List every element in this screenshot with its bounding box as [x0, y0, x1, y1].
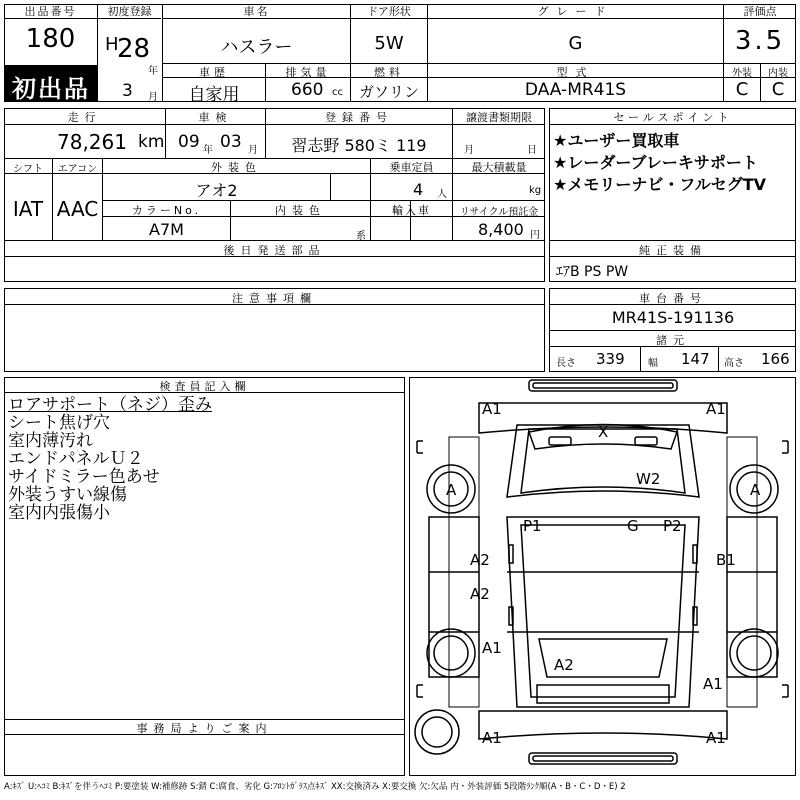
mileage-unit: km — [138, 132, 165, 152]
registration-year: 28 — [117, 34, 151, 64]
selling-point-2: ★レーダーブレーキサポート — [553, 153, 758, 172]
fuel-value: ガソリン — [358, 83, 419, 101]
car-name-label: 車名 — [163, 5, 350, 19]
mark-hood: W2 — [636, 470, 661, 488]
interior-color-unit: 系 — [356, 231, 366, 242]
mark-front-left: A1 — [482, 400, 502, 418]
model-value: DAA-MR41S — [524, 80, 627, 100]
import-label: 輸入車 — [392, 204, 431, 217]
shift-value: IAT — [12, 197, 44, 221]
height-value: 166 — [761, 350, 790, 368]
history-label: 車歴 — [199, 66, 229, 79]
inspector-note-4: エンドパネルＵ２ — [8, 449, 144, 469]
mark-front-left-wheel: A — [446, 481, 457, 499]
inspection-month-unit: 月 — [248, 145, 258, 156]
registration-era: H — [105, 34, 119, 55]
model-label: 型式 — [556, 66, 595, 79]
max-load-label: 最大積載量 — [471, 161, 527, 174]
interior-score: C — [771, 79, 785, 100]
mark-rear-right: A1 — [703, 675, 723, 693]
registration-month: 3 — [122, 81, 133, 101]
mark-rear-bumper-left: A1 — [482, 729, 502, 747]
mileage-label: 走行 — [67, 111, 102, 124]
inspector-note-5: サイドミラー色あせ — [8, 467, 160, 487]
notes-label: 注意事項欄 — [232, 292, 317, 305]
selling-points-label: セールスポイント — [613, 111, 733, 124]
aircon-label: エアコン — [57, 164, 98, 175]
height-label: 高さ — [724, 358, 744, 369]
color-no-value: A7M — [149, 220, 184, 239]
mark-left-pillar: P1 — [523, 517, 542, 535]
inspection-label: 車検 — [198, 111, 233, 124]
recycle-unit: 円 — [530, 230, 540, 241]
mark-rear-left-wheel: A1 — [482, 639, 502, 657]
lot-label: 出品番号 — [4, 5, 97, 19]
inspector-note-7: 室内内張傷小 — [8, 503, 110, 523]
mark-left-rear-door: A2 — [470, 585, 490, 603]
score-value: 3.5 — [734, 26, 786, 56]
history-value: 自家用 — [188, 85, 240, 105]
recycle-value: 8,400 — [478, 220, 524, 239]
length-value: 339 — [596, 350, 625, 368]
inspector-label: 検査員記入欄 — [159, 380, 250, 393]
chassis-label: 車台番号 — [639, 292, 707, 305]
lot-number: 180 — [25, 24, 76, 54]
transfer-doc-month: 月 — [464, 145, 474, 156]
mark-rear-bumper-right: A1 — [706, 729, 726, 747]
chassis-value: MR41S-191136 — [611, 308, 735, 327]
fuel-label: 燃料 — [374, 66, 404, 79]
door-value: 5W — [374, 33, 404, 54]
transfer-doc-label: 譲渡書類期限 — [466, 111, 532, 124]
first-listing-label: 初出品 — [12, 75, 90, 103]
capacity-unit: 人 — [437, 189, 447, 200]
inspection-year-unit: 年 — [203, 145, 213, 156]
selling-point-3: ★メモリーナビ・フルセグTV — [553, 175, 767, 194]
exterior-score: C — [735, 79, 749, 100]
dimensions-label: 諸元 — [656, 334, 690, 347]
genuine-equipment-label: 純正装備 — [639, 244, 707, 257]
displacement-value: 660 — [291, 80, 324, 100]
reg-number-value: 習志野 580ミ 119 — [291, 136, 427, 155]
legend: A:ｷｽﾞ U:ﾍｺﾐ B:ｷｽﾞを伴うﾍｺﾐ P:要塗装 W:補修跡 S:錆 C:腐食、劣化 G:ﾌﾛﾝﾄｶﾞﾗｽ点ｷｽﾞ XX:交換済み X:要交換 欠:欠品 内・外装評価 5段階ﾗﾝｸ順(A・B・C・D・E) 2 — [4, 782, 626, 792]
mark-front-right: A1 — [706, 400, 726, 418]
recycle-label: リサイクル預託金 — [459, 207, 539, 218]
registration-year-unit: 年 — [148, 66, 158, 77]
capacity-value: 4 — [413, 180, 424, 199]
shift-label: シフト — [13, 164, 43, 175]
length-label: 長さ — [556, 358, 576, 369]
inspector-note-3: 室内薄汚れ — [8, 431, 93, 451]
aircon-value: AAC — [56, 197, 99, 221]
inspection-month: 03 — [220, 132, 242, 152]
mark-left-front-door: A2 — [470, 551, 490, 569]
selling-point-1: ★ユーザー買取車 — [553, 131, 680, 150]
registration-month-unit: 月 — [148, 92, 158, 103]
capacity-label: 乗車定員 — [389, 161, 434, 174]
exterior-color-value: アオ2 — [195, 181, 238, 200]
interior-score-label: 内装 — [768, 68, 788, 79]
width-label: 幅 — [648, 358, 658, 369]
grade-label: グレード — [428, 5, 723, 19]
genuine-equipment-value: ｴｱB PS PW — [556, 264, 629, 280]
displacement-unit: cc — [332, 87, 343, 98]
registration-label: 初度登録 — [98, 5, 161, 19]
displacement-label: 排気量 — [285, 66, 331, 79]
office-label: 事務局よりご案内 — [136, 722, 273, 735]
mileage-value: 78,261 — [57, 130, 127, 154]
grade-value: G — [568, 33, 583, 54]
exterior-score-label: 外装 — [732, 68, 752, 79]
mark-right-pillar: P2 — [663, 517, 682, 535]
exterior-color-label: 外装色 — [211, 161, 262, 174]
transfer-doc-day: 日 — [527, 145, 537, 156]
color-no-label: カラーNo. — [131, 204, 202, 217]
score-label: 評価点 — [724, 5, 796, 19]
inspection-year: 09 — [178, 132, 200, 152]
mark-front-right-wheel: A — [750, 481, 761, 499]
car-name-value: ハスラー — [220, 37, 293, 58]
mark-glass: G — [627, 517, 639, 535]
width-value: 147 — [681, 350, 710, 368]
inspector-note-6: 外装うすい線傷 — [8, 485, 127, 505]
interior-color-label: 内装色 — [275, 204, 326, 217]
mark-windshield: X — [598, 423, 609, 441]
later-parts-label: 後日発送部品 — [223, 244, 326, 257]
inspector-note-1: ロアサポート（ネジ）歪み — [8, 395, 212, 415]
max-load-unit: kg — [529, 185, 542, 196]
inspector-note-2: シート焦げ穴 — [8, 413, 110, 433]
mark-rear-window: A2 — [554, 656, 574, 674]
reg-number-label: 登録番号 — [325, 111, 393, 124]
mark-right-front-door: B1 — [716, 551, 736, 569]
door-label: ドア形状 — [351, 5, 427, 19]
